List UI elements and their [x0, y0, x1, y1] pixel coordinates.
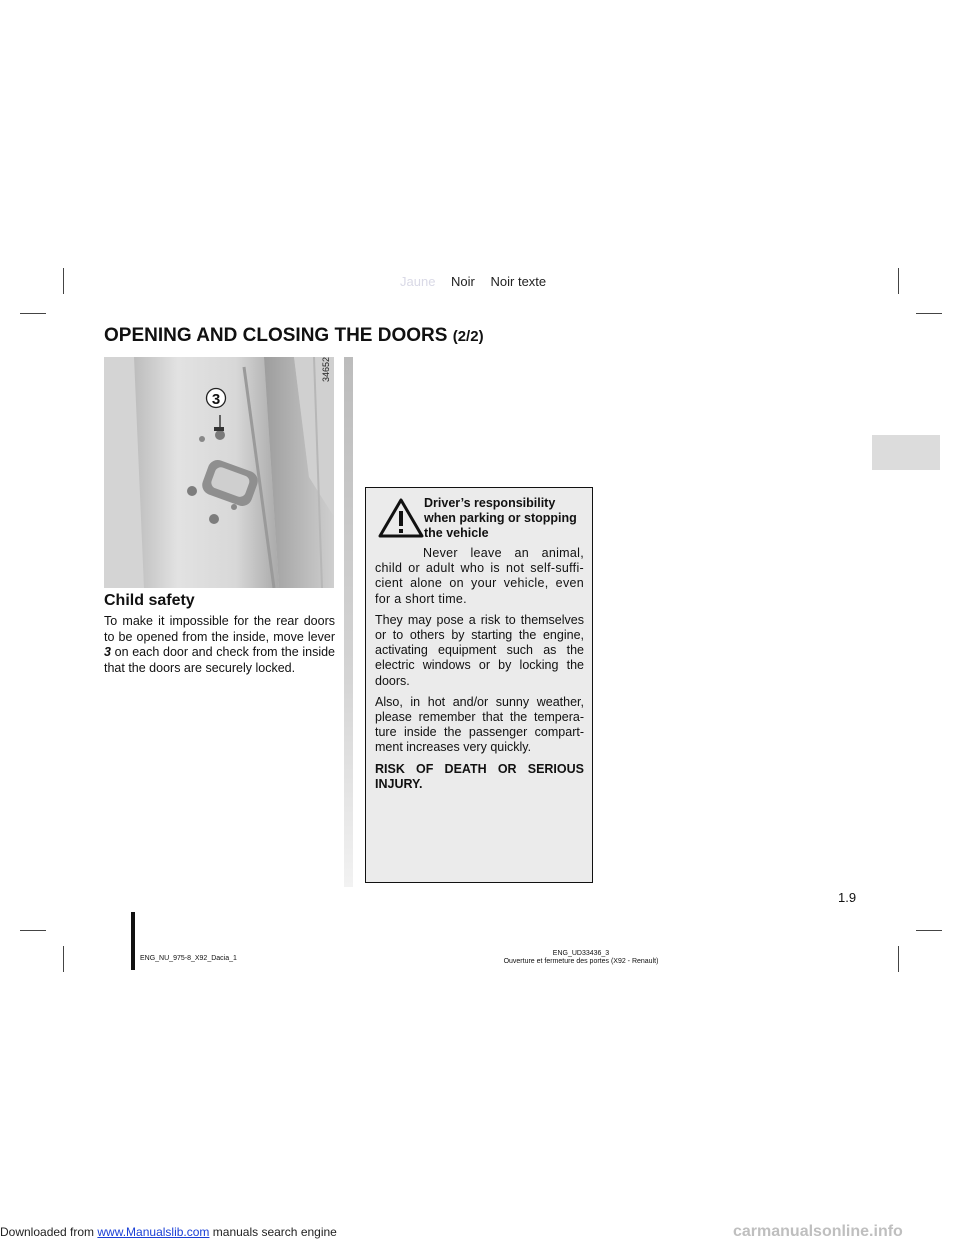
color-label-noir-texte: Noir texte [490, 274, 547, 289]
crop-mark [916, 313, 942, 314]
page-title [104, 325, 484, 347]
crop-mark [63, 268, 64, 294]
page-title-part: (2/2) [452, 328, 484, 345]
print-color-labels [400, 274, 558, 289]
lever-number: 3 [104, 645, 111, 659]
crop-mark [20, 930, 46, 931]
download-prefix: Downloaded from [0, 1225, 98, 1239]
footer-module-reference [496, 950, 666, 966]
page-title-text: OPENING AND CLOSING THE DOORS [104, 325, 448, 346]
download-banner [0, 1225, 337, 1239]
warning-paragraph-2: They may pose a risk to themselves or to others by starting the engine, activating equipment such as the electric windows or by locking the doors. [375, 612, 584, 688]
footer-document-code: ENG_NU_975-8_X92_Dacia_1 [140, 955, 237, 962]
download-suffix: manuals search engine [209, 1225, 337, 1239]
callout-3: 3 [211, 391, 221, 408]
warning-body [375, 546, 584, 798]
crop-mark [63, 946, 64, 972]
warning-title: Driver’s responsibility when parking or stopping the vehicle [424, 496, 577, 540]
footer-module-title: Ouverture et fermeture des portes (X92 - Renault) [503, 958, 659, 965]
warning-paragraph-3: Also, in hot and/or sunny weather, please remember that the tempera-ture inside the passenger compart-ment increases very quickly. [375, 694, 584, 755]
manualslib-link[interactable]: www.Manualslib.com [97, 1225, 210, 1239]
page-number: 1.9 [838, 890, 857, 905]
color-label-jaune: Jaune [400, 274, 436, 289]
chapter-tab [872, 435, 940, 470]
warning-alert: RISK OF DEATH OR SERIOUS INJURY. [375, 761, 584, 791]
warning-box [365, 487, 593, 883]
photo-reference-code: 34652 [321, 356, 331, 382]
door-lock-illustration [104, 357, 334, 588]
crop-mark [898, 946, 899, 972]
section-text-after: on each door and check from the inside that the doors are securely locked. [104, 645, 335, 675]
crop-mark [20, 313, 46, 314]
column-divider [344, 357, 353, 887]
crop-mark [916, 930, 942, 931]
footer-bar [131, 912, 135, 970]
color-label-noir: Noir [451, 274, 475, 289]
crop-mark [898, 268, 899, 294]
warning-triangle-icon [378, 498, 424, 538]
section-body [104, 614, 335, 676]
footer-module-code: ENG_UD33436_3 [552, 950, 610, 957]
section-heading: Child safety [104, 592, 195, 609]
watermark: carmanualsonline.info [733, 1223, 903, 1240]
warning-paragraph-1: Never leave an animal, child or adult who is not self-suffi-cient alone on your vehicle, even for a short time. [375, 546, 584, 606]
section-text-before: To make it impossible for the rear doors to be opened from the inside, move lever [104, 614, 335, 644]
